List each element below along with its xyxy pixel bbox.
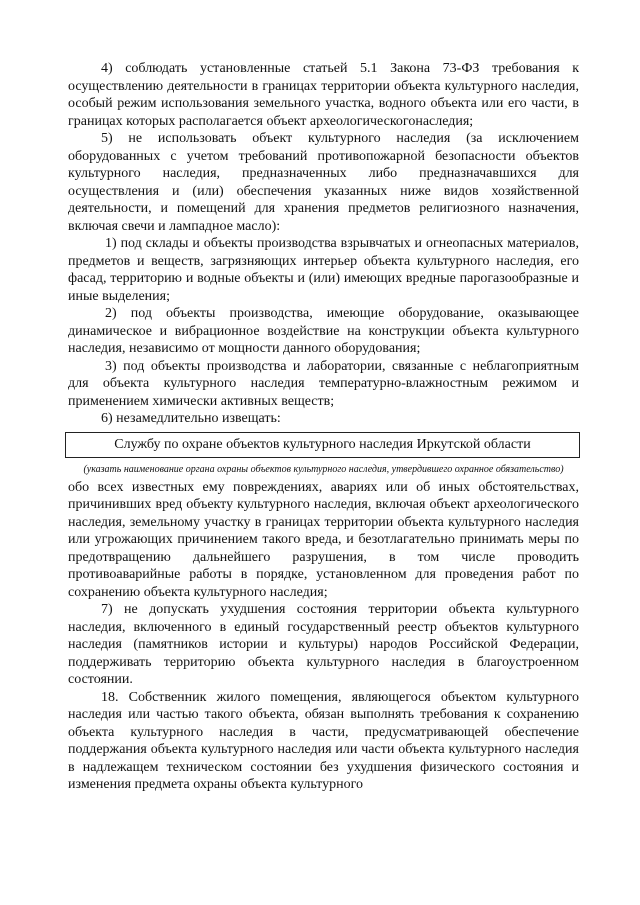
authority-name: Службу по охране объектов культурного наследия Иркутской области: [114, 436, 531, 452]
clause-5: 5) не использовать объект культурного наследия (за исключением оборудованных с учетом требований противопожарной безопасности объектов культурного наследия, предназначенных либо предназначавшихся для осуществления и (или) обеспечения указанных ниже видов хозяйственной деятельности, и помещений для хранения предметов религиозного назначения, включая свечи и лампадное масло):: [68, 131, 579, 234]
clause-6-continuation: обо всех известных ему повреждениях, авариях или об иных обстоятельствах, причинивших вред объекту культурного наследия, включая объект археологического наследия, земельному участку в границах территории объекта культурного наследия или угрожающих причинением такого вреда, и безотлагательно принимать меры по предотвращению дальнейшего разрушения, в том числе проводить противоаварийные работы в порядке, установленном для проведения работ по сохранению объекта культурного наследия;: [68, 479, 579, 600]
section-18: 18. Собственник жилого помещения, являющегося объектом культурного наследия или частью такого объекта, обязан выполнять требования к сохранению объекта культурного наследия в части, предусматривающей обеспечение поддержания объекта культурного наследия или части объекта культурного наследия в надлежащем техническом состоянии без ухудшения физического состояния и изменения предмета охраны объекта культурного: [68, 689, 579, 792]
subclause-2: 2) под объекты производства, имеющие оборудование, оказывающее динамическое и вибрационное воздействие на конструкции объекта культурного наследия, независимо от мощности данного оборудования;: [68, 306, 579, 356]
subclause-1: 1) под склады и объекты производства взрывчатых и огнеопасных материалов, предметов и веществ, загрязняющих интерьер объекта культурного наследия, его фасад, территорию и водные объекты и (или) имеющих вредные парогазообразные и иные выделения;: [68, 236, 579, 304]
authority-name-box: [65, 432, 580, 458]
clause-4: 4) соблюдать установленные статьей 5.1 Закона 73-ФЗ требования к осуществлению деятельности в границах территории объекта культурного наследия, особый режим использования земельного участка, водного объекта или его части, в границах которых располагается объект археологическогонаследия;: [68, 61, 579, 129]
document-body: [68, 60, 579, 794]
subclause-3: 3) под объекты производства и лаборатории, связанные с неблагоприятным для объекта культурного наследия температурно-влажностным режимом и применением химически активных веществ;: [68, 358, 579, 409]
clause-7: 7) не допускать ухудшения состояния территории объекта культурного наследия, включенного в единый государственный реестр объектов культурного наследия (памятников истории и культуры) народов Российской Федерации, поддерживать территорию объекта культурного наследия в благоустроенном состоянии.: [68, 602, 579, 687]
clause-6: 6) незамедлительно извещать:: [101, 411, 281, 426]
authority-caption: (указать наименование органа охраны объектов культурного наследия, утвердившего охранное обязательство): [83, 463, 564, 475]
